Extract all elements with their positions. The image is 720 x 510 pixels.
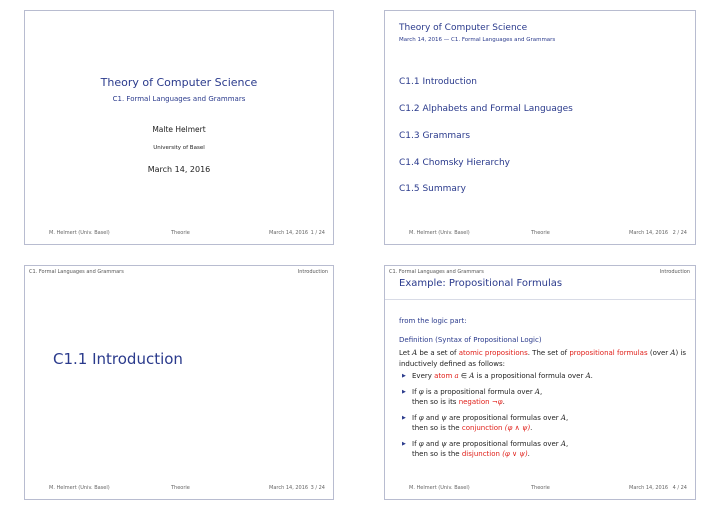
outline-item: C1.4 Chomsky Hierarchy — [399, 158, 510, 168]
footer-short-title: Theorie — [531, 230, 550, 236]
example-title: Example: Propositional Formulas — [399, 278, 563, 289]
outline-title: Theory of Computer Science — [399, 23, 528, 33]
example-from-text: from the logic part: — [399, 317, 467, 325]
definition-title: Definition (Syntax of Propositional Logic) — [399, 335, 542, 344]
footer-page: 2 / 24 — [672, 230, 687, 236]
footer-author: M. Helmert (Univ. Basel) — [409, 230, 470, 236]
footer-author: M. Helmert (Univ. Basel) — [49, 485, 110, 491]
slide-footer — [25, 230, 333, 240]
footer-date: March 14, 2016 — [269, 485, 309, 491]
title-slide-title: Theory of Computer Science — [100, 76, 258, 89]
title-slide-institution: University of Basel — [153, 145, 205, 151]
slide-footer — [385, 485, 695, 495]
outline-item: C1.1 Introduction — [399, 77, 477, 87]
rule-item: ▶ If φ and ψ are propositional formulas over A, then so is the conjunction (φ ∧ ψ). — [399, 413, 689, 434]
section-title: C1.1 Introduction — [53, 350, 183, 368]
footer-date: March 14, 2016 — [269, 230, 309, 236]
rule-item: ▶ If φ and ψ are propositional formulas over A, then so is the disjunction (φ ∨ ψ). — [399, 439, 689, 460]
outline-item: C1.2 Alphabets and Formal Languages — [399, 104, 573, 114]
footer-author: M. Helmert (Univ. Basel) — [49, 230, 110, 236]
footer-page: 3 / 24 — [310, 485, 325, 491]
slide-header — [385, 266, 695, 276]
rule-item: ▶ Every atom a ∈ A is a propositional formula over A. — [399, 371, 689, 382]
slide-title — [24, 10, 334, 245]
slide-footer — [25, 485, 333, 495]
example-body — [399, 316, 689, 465]
slide-header — [25, 266, 333, 276]
footer-page: 1 / 24 — [310, 230, 325, 236]
title-slide-subtitle: C1. Formal Languages and Grammars — [112, 95, 246, 103]
definition-text: Let A be a set of atomic propositions. The set of propositional formulas (over A) is inductively defined as follows: — [399, 349, 687, 368]
outline-subtitle: March 14, 2016 — C1. Formal Languages and Grammars — [399, 37, 556, 43]
footer-short-title: Theorie — [531, 485, 550, 491]
header-section: C1. Formal Languages and Grammars — [389, 269, 484, 275]
rule-item: ▶ If φ is a propositional formula over A, then so is its negation ¬φ. — [399, 387, 689, 408]
header-section: C1. Formal Languages and Grammars — [29, 269, 124, 275]
slide-example — [384, 265, 696, 500]
title-slide-date: March 14, 2016 — [147, 165, 211, 174]
footer-page: 4 / 24 — [672, 485, 687, 491]
footer-date: March 14, 2016 — [629, 230, 669, 236]
header-subsection: Introduction — [297, 269, 328, 275]
slide-section — [24, 265, 334, 500]
footer-date: March 14, 2016 — [629, 485, 669, 491]
definition-rules — [399, 371, 689, 460]
slide-outline — [384, 10, 696, 245]
title-divider — [385, 299, 695, 300]
outline-item: C1.3 Grammars — [399, 131, 471, 141]
footer-author: M. Helmert (Univ. Basel) — [409, 485, 470, 491]
header-subsection: Introduction — [659, 269, 690, 275]
footer-short-title: Theorie — [171, 230, 190, 236]
slide-footer — [385, 230, 695, 240]
footer-short-title: Theorie — [171, 485, 190, 491]
outline-item: C1.5 Summary — [399, 184, 466, 194]
title-slide-author: Malte Helmert — [152, 125, 206, 134]
